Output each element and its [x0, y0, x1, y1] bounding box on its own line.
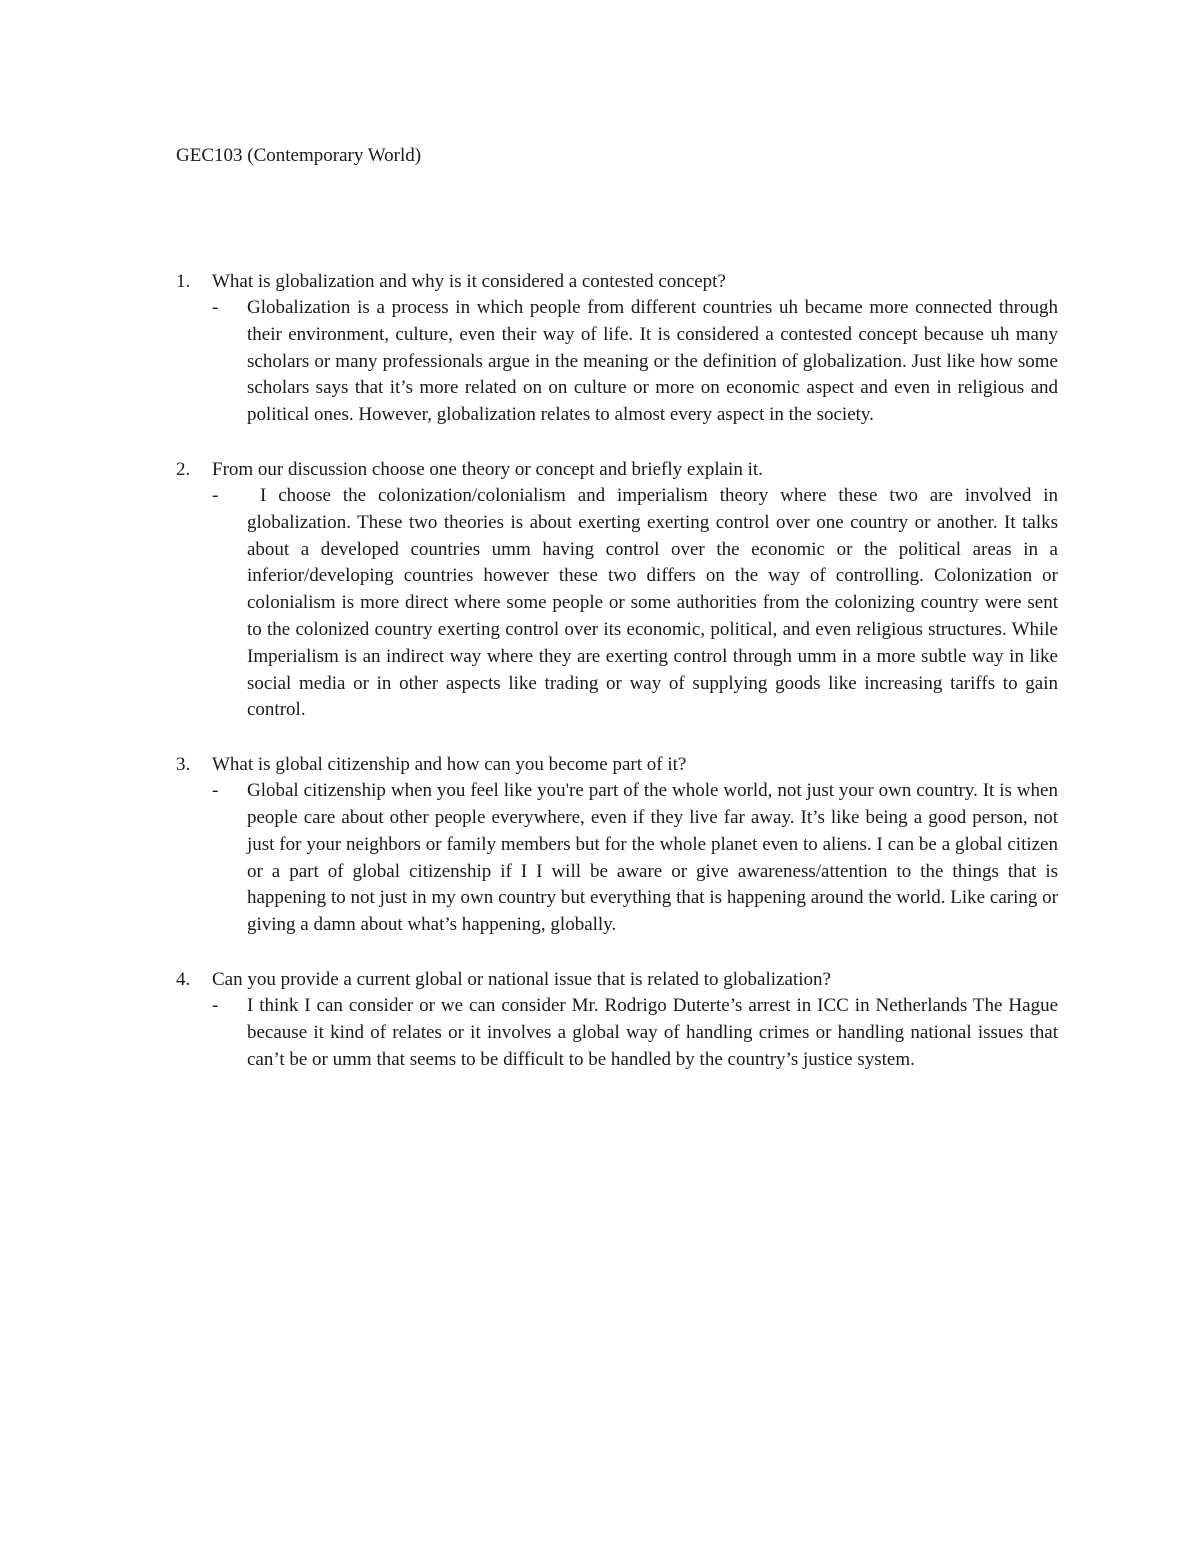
question-row	[176, 456, 1058, 483]
answer-row	[176, 295, 1058, 429]
question-row	[176, 751, 1058, 778]
question-number: 4.	[176, 968, 191, 990]
question-number: 3.	[176, 754, 191, 776]
question-item-3	[176, 751, 1058, 939]
question-list	[176, 268, 1058, 1100]
document-title: GEC103 (Contemporary World)	[176, 145, 422, 166]
answer-row	[176, 778, 1058, 939]
answer-bullet: -	[212, 484, 219, 506]
answer-row	[176, 993, 1058, 1073]
question-text: From our discussion choose one theory or concept and briefly explain it.	[212, 458, 763, 480]
question-text: What is globalization and why is it considered a contested concept?	[212, 271, 726, 292]
question-row	[176, 966, 1058, 993]
answer-text: I choose the colonization/colonialism and imperialism theory where these two are involved in globalization. These two theories is about exerting exerting control over one country or another. It talks about a developed countries umm having control over the economic or the political areas in a inferior/developing countries however these two differs on the way of controlling. Colonization or colonialism is more direct where some people or some authorities from the colonizing country were sent to the colonized country exerting control over its economic, political, and even religious structures. While Imperialism is an indirect way where they are exerting control through umm in a more subtle way in like social media or in other aspects like trading or way of supplying goods like increasing tariffs to gain control.	[247, 484, 1058, 721]
answer-text: Globalization is a process in which people from different countries uh became more connected through their environment, culture, even their way of life. It is considered a contested concept because uh many scholars or many professionals argue in the meaning or the definition of globalization. Just like how some scholars says that it’s more related on on culture or more on economic aspect and even in religious and political ones. However, globalization relates to almost every aspect in the society.	[247, 297, 1058, 426]
question-item-2	[176, 456, 1058, 724]
answer-text: Global citizenship when you feel like you're part of the whole world, not just your own country. It is when people care about other people everywhere, even if they live far away. It’s like being a good person, not just for your neighbors or family members but for the whole planet even to aliens. I can be a global citizen or a part of global citizenship if I I will be aware or give awareness/attention to the things that is happening to not just in my own country but everything that is happening around the world. Like caring or giving a damn about what’s happening, globally.	[247, 780, 1058, 936]
question-item-4	[176, 966, 1058, 1073]
question-text: Can you provide a current global or national issue that is related to globalization?	[212, 968, 831, 990]
answer-bullet: -	[212, 297, 219, 318]
question-text: What is global citizenship and how can you become part of it?	[212, 754, 687, 776]
answer-bullet: -	[212, 780, 219, 802]
question-row	[176, 268, 1058, 295]
question-item-1	[176, 268, 1058, 429]
question-number: 1.	[176, 271, 191, 292]
answer-bullet: -	[212, 994, 219, 1016]
answer-row	[176, 483, 1058, 724]
answer-text: I think I can consider or we can consider Mr. Rodrigo Duterte’s arrest in ICC in Netherlands The Hague because it kind of relates or it involves a global way of handling crimes or handling national issues that can’t be or umm that seems to be difficult to be handled by the country’s justice system.	[247, 994, 1058, 1070]
question-number: 2.	[176, 458, 191, 480]
